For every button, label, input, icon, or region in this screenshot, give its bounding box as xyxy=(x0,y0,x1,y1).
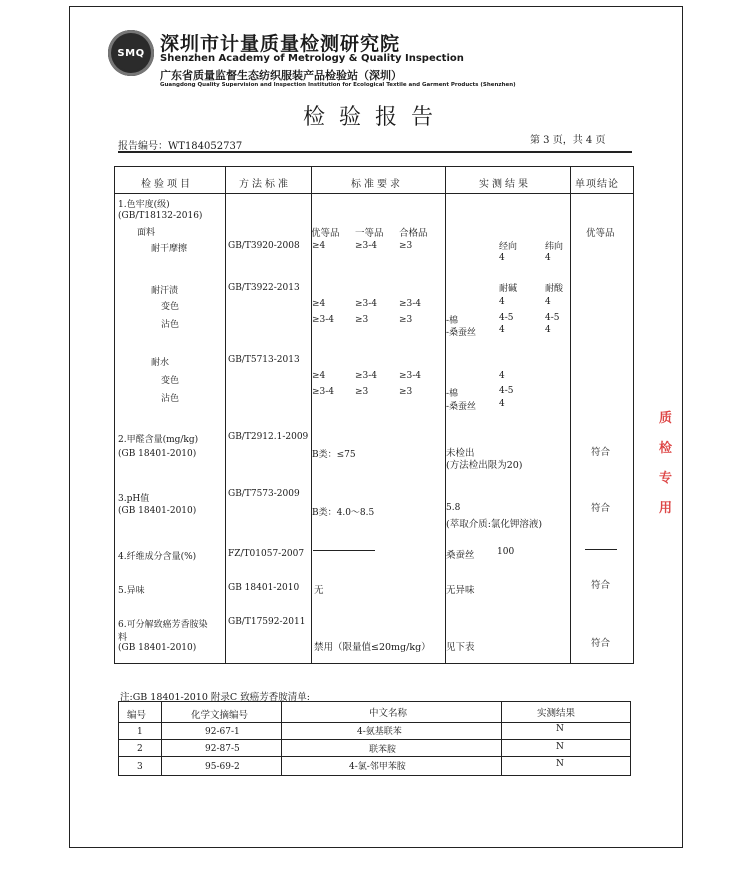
method-perspiration: GB/T3922-2013 xyxy=(228,283,300,293)
result-value: 4 xyxy=(499,253,505,263)
method-water: GB/T5713-2013 xyxy=(228,355,300,365)
result-value: 4 xyxy=(545,253,551,263)
header-requirement: 标准要求 xyxy=(351,179,403,190)
req-value: ≥3-4 xyxy=(399,299,422,309)
method-odor: GB 18401-2010 xyxy=(228,583,300,593)
sub-header: 中文名称 xyxy=(369,708,408,719)
result-aromatic-amines: 见下表 xyxy=(446,642,475,653)
item-staining: 沾色 xyxy=(161,320,180,330)
req-value: ≥3-4 xyxy=(312,315,335,325)
method-ph: GB/T7573-2009 xyxy=(228,489,300,499)
req-aromatic-amines: 禁用（限量值≤20mg/kg） xyxy=(314,642,431,653)
sub-cell: 4-氯-邻甲苯胺 xyxy=(349,762,406,772)
result-percent: 100 xyxy=(497,547,515,557)
result-head: 耐酸 xyxy=(545,284,564,294)
req-value: ≥3-4 xyxy=(399,371,422,381)
item-standard: (GB 18401-2010) xyxy=(118,449,197,459)
method-aromatic-amines: GB/T17592-2011 xyxy=(228,617,306,627)
result-formaldehyde: 未检出 xyxy=(446,448,475,459)
org-name-cn: 深圳市计量质量检测研究院 xyxy=(160,33,401,55)
result-value: 4-5 xyxy=(499,313,514,323)
sub-cell: 2 xyxy=(137,744,143,754)
sub-cell: N xyxy=(556,759,564,769)
stamp-char: 质 xyxy=(659,411,673,426)
item-colorfastness: 1.色牢度(级) xyxy=(118,200,170,210)
sub-header: 编号 xyxy=(127,710,147,721)
item-color-change: 变色 xyxy=(161,302,180,312)
item-fabric: 面料 xyxy=(137,228,156,238)
result-value: 4 xyxy=(499,297,505,307)
req-value: ≥3 xyxy=(355,387,369,397)
station-name-en: Guangdong Quality Supervision and Inspection Institution for Ecological Textile and Garment Products (Shenzhen) xyxy=(160,82,516,88)
req-value: ≥3-4 xyxy=(355,241,378,251)
report-title: 检验报告 xyxy=(302,105,447,130)
method-fiber-content: FZ/T01057-2007 xyxy=(228,549,305,559)
col-divider xyxy=(225,167,226,663)
result-value: 4-5 xyxy=(545,313,560,323)
req-value: ≥3-4 xyxy=(355,299,378,309)
req-formaldehyde: B类：≤75 xyxy=(312,450,356,460)
sub-cell: 联苯胺 xyxy=(369,745,397,755)
result-ph: 5.8 xyxy=(446,503,461,513)
item-formaldehyde: 2.甲醛含量(mg/kg) xyxy=(118,435,199,445)
sub-cell: 4-氨基联苯 xyxy=(357,727,402,737)
item-standard: (GB 18401-2010) xyxy=(118,506,197,516)
item-color-change: 变色 xyxy=(161,376,180,386)
row-divider xyxy=(119,722,630,723)
req-value: ≥3 xyxy=(399,387,413,397)
grade-label: 优等品 xyxy=(311,228,340,239)
red-seal-stamp xyxy=(655,405,677,525)
header-divider xyxy=(115,193,633,194)
result-value: 4 xyxy=(499,399,505,409)
item-standard: (GB 18401-2010) xyxy=(118,643,197,653)
sub-cell: 95-69-2 xyxy=(205,762,240,772)
appendix-note: 注:GB 18401-2010 附录C 致癌芳香胺清单: xyxy=(120,692,310,703)
req-value: ≥4 xyxy=(312,299,326,309)
result-head: 经向 xyxy=(499,242,518,252)
requirement-dash xyxy=(313,550,375,551)
col-divider xyxy=(570,167,571,663)
item-odor: 5.异味 xyxy=(118,586,145,596)
item-water: 耐水 xyxy=(151,358,170,368)
item-staining: 沾色 xyxy=(161,394,180,404)
req-ph: B类：4.0～8.5 xyxy=(312,508,375,518)
page-number: 第 3 页，共 4 页 xyxy=(530,135,606,146)
req-value: ≥3-4 xyxy=(312,387,335,397)
conclusion-value: 符合 xyxy=(591,503,611,514)
item-fiber-content: 4.纤维成分含量(%) xyxy=(118,552,197,562)
result-value: 4 xyxy=(499,371,505,381)
method-dry-rubbing: GB/T3920-2008 xyxy=(228,241,300,251)
item-aromatic-amines-cont: 料 xyxy=(118,633,128,643)
stamp-char: 检 xyxy=(659,441,673,456)
req-odor: 无 xyxy=(314,585,324,596)
req-value: ≥3 xyxy=(399,241,413,251)
sub-cell: 3 xyxy=(137,762,143,772)
result-value: 4 xyxy=(545,297,551,307)
item-aromatic-amines: 6.可分解致癌芳香胺染 xyxy=(118,620,208,630)
sub-header: 实测结果 xyxy=(537,708,576,719)
header-item: 检验项目 xyxy=(141,179,193,190)
sub-cell: N xyxy=(556,742,564,752)
stamp-char: 专 xyxy=(659,471,673,486)
sub-cell: 1 xyxy=(137,727,143,737)
sub-header: 化学文摘编号 xyxy=(191,710,249,721)
item-ph: 3.pH值 xyxy=(118,494,150,504)
result-note: (方法检出限为20) xyxy=(446,460,523,471)
result-head: 纬向 xyxy=(545,242,564,252)
fiber-label: -桑蚕丝 xyxy=(446,328,477,338)
header-method: 方法标准 xyxy=(239,179,291,190)
grade-label: 一等品 xyxy=(355,228,384,239)
req-value: ≥4 xyxy=(312,241,326,251)
conclusion-value: 符合 xyxy=(591,580,611,591)
result-head: 耐碱 xyxy=(499,284,518,294)
fiber-label: -棉 xyxy=(446,389,459,399)
req-value: ≥3 xyxy=(399,315,413,325)
fiber-label: -棉 xyxy=(446,316,459,326)
grade-label: 合格品 xyxy=(399,228,428,239)
sub-cell: 92-87-5 xyxy=(205,744,240,754)
result-value: 4-5 xyxy=(499,386,514,396)
item-standard: (GB/T18132-2016) xyxy=(118,211,203,221)
result-note: (萃取介质:氯化钾溶液) xyxy=(446,519,543,530)
fiber-label: -桑蚕丝 xyxy=(446,402,477,412)
sub-cell: 92-67-1 xyxy=(205,727,240,737)
row-divider xyxy=(119,756,630,757)
item-perspiration: 耐汗渍 xyxy=(151,286,179,296)
header-result: 实测结果 xyxy=(479,179,531,190)
amine-list-table xyxy=(118,701,631,776)
result-value: 4 xyxy=(545,325,551,335)
inspection-table xyxy=(114,166,634,664)
result-value: 4 xyxy=(499,325,505,335)
conclusion-value: 符合 xyxy=(591,638,611,649)
station-name-cn: 广东省质量监督生态纺织服装产品检验站（深圳） xyxy=(160,69,402,82)
conclusion-value: 优等品 xyxy=(586,228,615,239)
req-value: ≥3-4 xyxy=(355,371,378,381)
conclusion-value: 符合 xyxy=(591,447,611,458)
result-odor: 无异味 xyxy=(446,585,475,596)
req-value: ≥4 xyxy=(312,371,326,381)
result-fiber: 桑蚕丝 xyxy=(446,550,475,561)
stamp-char: 用 xyxy=(659,501,673,516)
method-formaldehyde: GB/T2912.1-2009 xyxy=(228,432,309,442)
header-rule xyxy=(118,151,632,153)
sub-cell: N xyxy=(556,724,564,734)
smq-logo: SMQ xyxy=(108,30,154,76)
conclusion-dash xyxy=(585,549,617,550)
row-divider xyxy=(119,739,630,740)
header-conclusion: 单项结论 xyxy=(575,179,619,190)
report-number: 报告编号：WT184052737 xyxy=(118,141,243,152)
item-dry-rubbing: 耐干摩擦 xyxy=(151,244,188,254)
org-name-en: Shenzhen Academy of Metrology & Quality Inspection xyxy=(160,53,464,64)
req-value: ≥3 xyxy=(355,315,369,325)
